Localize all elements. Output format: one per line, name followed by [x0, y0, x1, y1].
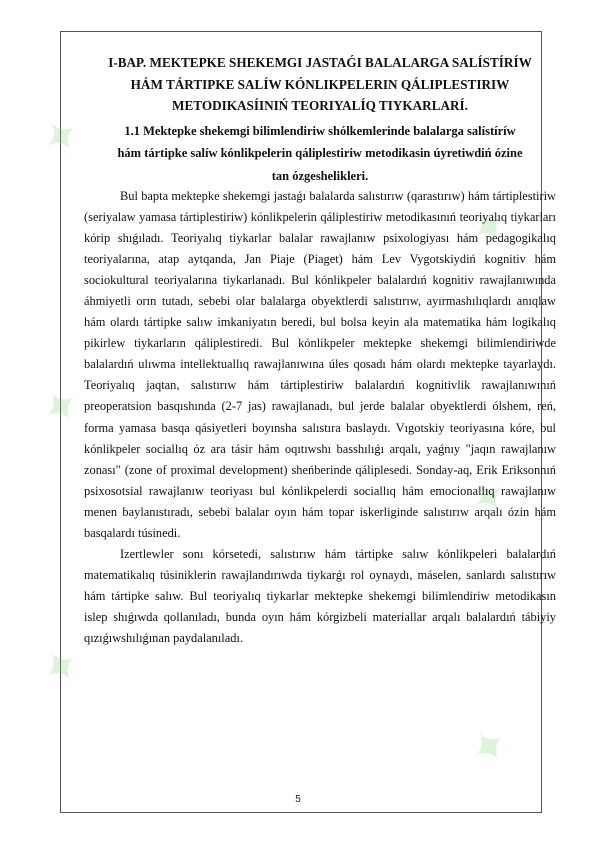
watermark-right-bottom: ✦: [457, 713, 521, 781]
watermark-right-top: ✦: [457, 193, 521, 261]
chapter-title-line: METODIKASÍINIŃ TEORIYALÍQ TIYKARLARÍ.: [172, 98, 468, 113]
chapter-title-line: I-BAP. MEKTEPKE SHEKEMGI JASTAǴI BALALARGA SALÍSTÍRÍW: [108, 55, 532, 70]
watermark-left-mid: ✦: [29, 373, 93, 441]
watermark-left-bottom: ✦: [29, 633, 93, 701]
chapter-title: [84, 52, 556, 117]
section-title-line: tan ózgeshelikleri.: [271, 168, 369, 183]
body-paragraph: Bul bapta mektepke shekemgi jastaǵı balalarda salıstırıw (qarastırıw) hám tártiplestiriw (seriyalaw yamasa tártiplestiriw) kónlikpelerin qáliplestiriw metodikasınıń teoriyalıq tiykarları kórip shıǵıladı. Teoriyalıq tiykarlar balalar rawajlanıw psixologiyası hám pedagogikalıq teoriyalarına, atap aytqanda, Jan Piaje (Piaget) hám Lev Vygotskiydiń kognitiv hám sociokultural teoriyalarına tiykarlanadı. Bul kónlikpeler balalardıń kognitiv rawajlanıwında áhmiyetli orın tutadı, sebebi olar balalarga obyektlerdi salıstırıw, ayırmashılıqlardı anıqlaw hám olardı tártipke salıw imkaniyatın beredi, bul bolsa keyin ala matematika hám logikalıq pikirlew tiykarların qáliplestiredi. Bul kónlikpeler mektepke shekemgi bilimlendiriwde balalardıń ulıwma intellektuallıq rawajlanıwına úles qosadı hám olardı mektepke tayarlaydı. Teoriyalıq jaqtan, salıstırıw hám tártiplestiriw balalardıń kognitivlik rawajlanıwınıń preoperatsion basqıshında (2-7 jas) rawajlanadı, bul jerde balalar obyektlerdi ólshem, reń, forma yamasa basqa qásiyetleri boyınsha salıstıra baslaydı. Vıgotskiy teoriyasına kóre, bul kónlikpeler sociallıq óz ara tásir hám oqıtıwshı basshılıǵı arqalı, yaǵnıy "jaqın rawajlanıw zonası" (zone of proximal development) sheńberinde qáliplesedi. Sonday-aq, Erik Eriksonnıń psixosotsial rawajlanıw teoriyası bul kónlikpelerdi sociallıq hám emocionallıq rawajlanıw menen baylanıstıradı, sebebi balalar oyın hám topar iskerliginde salıstırıw arqalı ózin hám basqalardı túsinedi.: [84, 189, 556, 540]
section-title-line: hám tártipke salíw kónlikpelerin qáliplestiriw metodikasin úyretiwdiń ózine: [117, 146, 523, 160]
section-title: [84, 121, 556, 187]
watermark-left-top: ✦: [29, 103, 93, 171]
body-paragraph: Izertlewler sonı kórsetedi, salıstırıw hám tártipke salıw kónlikpeleri balalardıń matematikalıq túsiniklerin rawajlandırıwda tiykarǵı rol oynaydı, máselen, sanlardı salıstırıw hám tártipke salıw. Bul teoriyalıq tiykarlar mektepke shekemgi bilimlendiriw metodikasın islep shıǵıwda qollanıladı, bunda oyın hám kórgizbeli materiallar arqalı balalardıń tábiyiy qızıǵıwshılıǵınan paydalanıladı.: [84, 546, 556, 645]
page-number: 5: [295, 794, 301, 805]
chapter-title-line: HÁM TÁRTIPKE SALÍW KÓNLIKPELERIN QÁLIPLESTIRIW: [130, 76, 510, 92]
section-title-line: 1.1 Mektepke shekemgi bilimlendiriw shólkemlerinde balalarga salístíríw: [124, 123, 516, 138]
watermark-right-mid: ✦: [457, 463, 521, 531]
page-content: [84, 52, 556, 649]
